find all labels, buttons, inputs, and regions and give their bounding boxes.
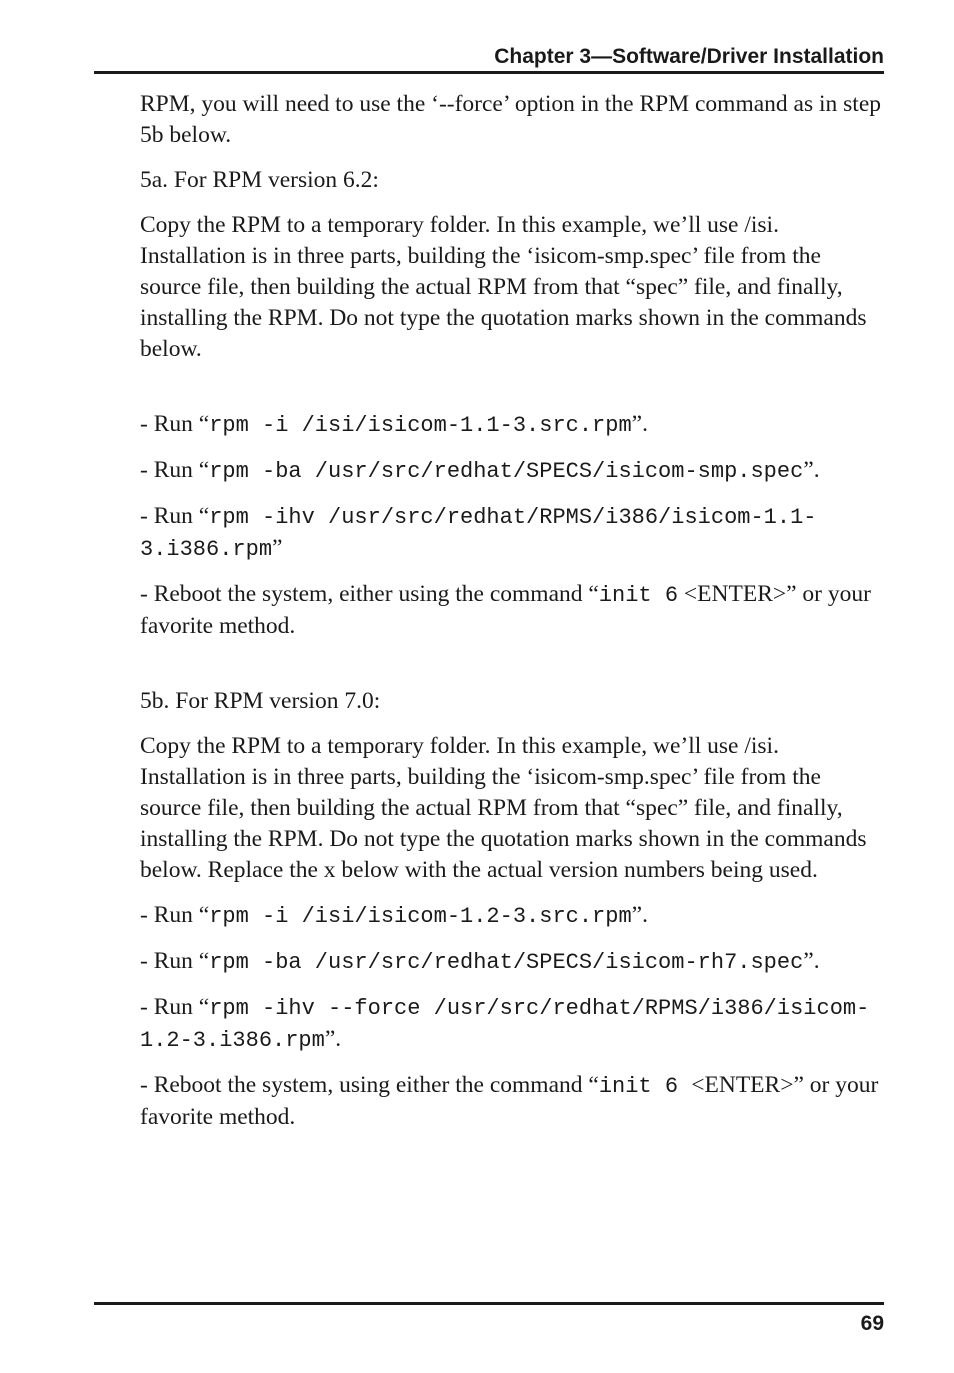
command-code: init 6 (598, 583, 679, 608)
footer-rule (94, 1302, 884, 1305)
page-body (140, 89, 888, 1147)
step-5b-description: Copy the RPM to a temporary folder. In this example, we’ll use /isi. Installation is in three parts, building the ‘isicom-smp.spec’ file from the source file, then building the actual RPM from that “spec” file, and finally, installing the RPM. Do not type the quotation marks shown in the commands below. Replace the x below with the actual version numbers being used. (140, 733, 867, 883)
step-5b-command-3: - Run “rpm -ihv --force /usr/src/redhat/RPMS/i386/isicom-1.2-3.i386.rpm”. (140, 994, 870, 1053)
step-5a-reboot: - Reboot the system, either using the command “init 6 <ENTER>” or your favorite method. (140, 581, 871, 639)
command-code: rpm -ba /usr/src/redhat/SPECS/isicom-smp.spec (209, 459, 804, 484)
command-code: rpm -i /isi/isicom-1.2-3.src.rpm (209, 904, 632, 929)
step-5b-command-1: - Run “rpm -i /isi/isicom-1.2-3.src.rpm”. (140, 902, 648, 929)
header-rule (94, 71, 884, 74)
step-5a-command-2: - Run “rpm -ba /usr/src/redhat/SPECS/isicom-smp.spec”. (140, 457, 820, 484)
step-5b-heading: 5b. For RPM version 7.0: (140, 688, 381, 714)
step-5a-command-1: - Run “rpm -i /isi/isicom-1.1-3.src.rpm”. (140, 411, 648, 438)
command-code: rpm -ihv --force /usr/src/redhat/RPMS/i386/isicom-1.2-3.i386.rpm (140, 996, 870, 1053)
command-code: init 6 (598, 1074, 692, 1099)
page-number: 69 (860, 1312, 884, 1335)
step-5a-description: Copy the RPM to a temporary folder. In this example, we’ll use /isi. Installation is in three parts, building the ‘isicom-smp.spec’ file from the source file, then building the actual RPM from that “spec” file, and finally, installing the RPM. Do not type the quotation marks shown in the commands below. (140, 212, 867, 362)
step-5a-heading: 5a. For RPM version 6.2: (140, 167, 379, 193)
chapter-header: Chapter 3—Software/Driver Installation (494, 45, 884, 68)
step-5b-command-2: - Run “rpm -ba /usr/src/redhat/SPECS/isicom-rh7.spec”. (140, 948, 820, 975)
step-5a-command-3: - Run “rpm -ihv /usr/src/redhat/RPMS/i386/isicom-1.1-3.i386.rpm” (140, 503, 817, 562)
command-code: rpm -i /isi/isicom-1.1-3.src.rpm (209, 413, 632, 438)
command-code: rpm -ba /usr/src/redhat/SPECS/isicom-rh7.spec (209, 950, 804, 975)
command-code: rpm -ihv /usr/src/redhat/RPMS/i386/isicom-1.1-3.i386.rpm (140, 505, 817, 562)
step-5b-reboot: - Reboot the system, using either the command “init 6 <ENTER>” or your favorite method. (140, 1072, 879, 1130)
intro-paragraph: RPM, you will need to use the ‘--force’ option in the RPM command as in step 5b below. (140, 91, 882, 148)
